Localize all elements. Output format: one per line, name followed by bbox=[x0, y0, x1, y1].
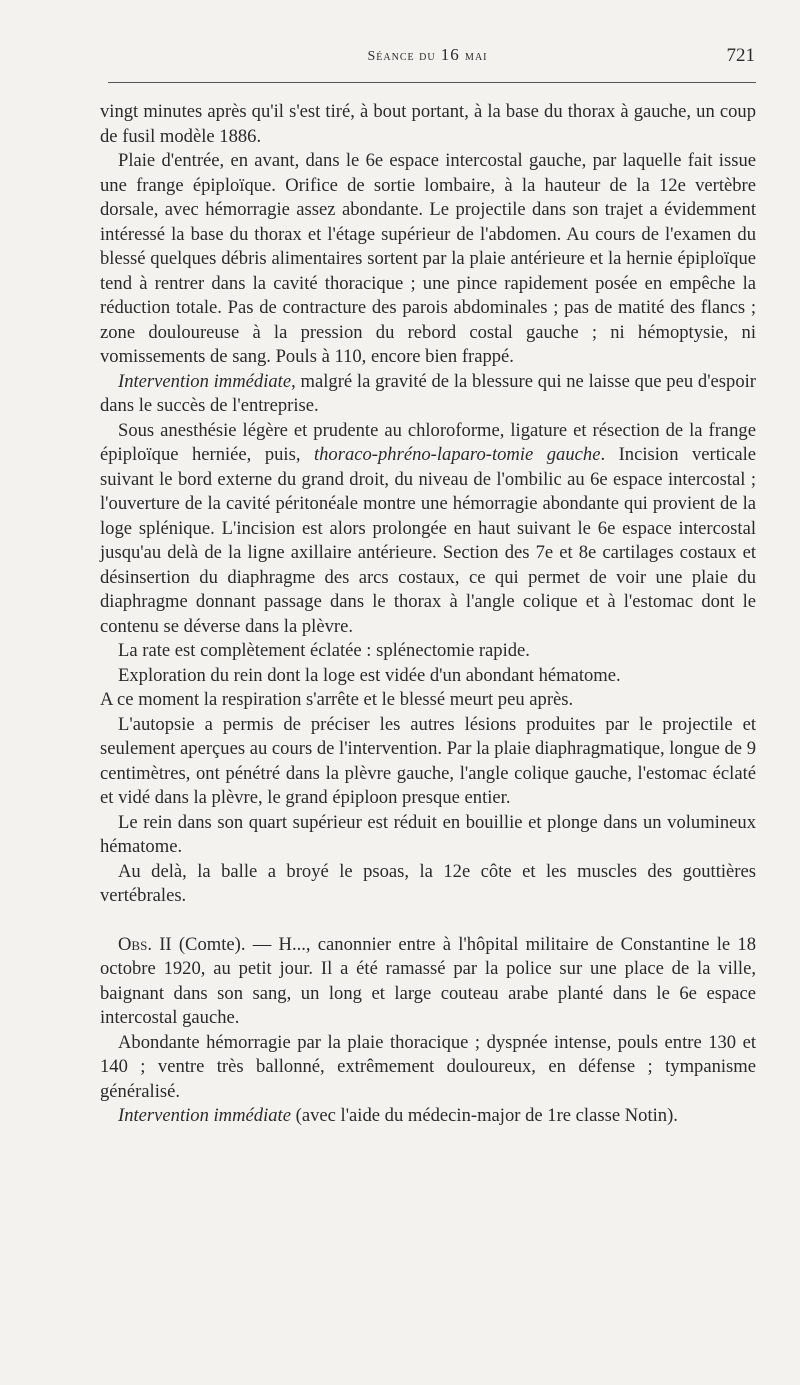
title-number: 16 bbox=[440, 45, 460, 64]
running-head bbox=[100, 40, 755, 74]
paragraph-text: (Comte). — H..., canonnier entre à l'hôpital militaire de Constantine le 18 octobre 1920, au petit jour. Il a été ramassé par la police sur une place de la ville, baignant dans son sang, un long et large couteau arabe planté dans le 6e espace intercostal gauche. bbox=[100, 933, 756, 1028]
paragraph: Le rein dans son quart supérieur est réduit en bouillie et plonge dans un volumineux hématome. bbox=[100, 811, 756, 857]
title-prefix: Séance du bbox=[367, 49, 436, 64]
paragraph bbox=[100, 933, 756, 1031]
paragraph-text: . Incision verticale suivant le bord externe du grand droit, du niveau de l'ombilic au 6e espace intercostal ; l'ouverture de la cavité péritonéale montre une hémorragie abondante qui provient de la loge splénique. L'incision est alors prolongée en haut suivant le 6e espace intercostal jusqu'au delà de la ligne axillaire antérieure. Section des 7e et 8e cartilages costaux et désinsertion du diaphragme des arcs costaux, ce qui permet de voir une plaie du diaphragme donnant passage dans le thorax à l'angle colique et à l'estomac dont le contenu se déverse dans la plèvre. bbox=[100, 444, 756, 637]
obs-lead: Obs. II bbox=[118, 933, 172, 955]
paragraph: Exploration du rein dont la loge est vidée d'un abondant hématome. bbox=[118, 664, 621, 686]
paragraph bbox=[100, 370, 756, 419]
paragraph: L'autopsie a permis de préciser les autres lésions produites par le projectile et seulement aperçues au cours de l'intervention. Par la plaie diaphragmatique, longue de 9 centimètres, ont pénétré dans la plèvre gauche, l'angle colique gauche, l'estomac éclaté et vidé dans la plèvre, le grand épiploon presque entier. bbox=[100, 713, 756, 808]
header-rule bbox=[108, 82, 756, 83]
paragraph: vingt minutes après qu'il s'est tiré, à bout portant, à la base du thorax à gauche, un coup de fusil modèle 1886. bbox=[100, 101, 756, 147]
italic-lead: Intervention immédiate bbox=[118, 370, 292, 392]
paragraph: Au delà, la balle a broyé le psoas, la 12e côte et les muscles des gouttières vertébrales. bbox=[100, 860, 756, 906]
paragraph-text: Sous anesthésie légère et prudente au chloroforme, ligature et résection de la frange épiploïque herniée, puis, bbox=[100, 419, 756, 465]
body-text bbox=[100, 100, 756, 1129]
paragraph: Plaie d'entrée, en avant, dans le 6e espace intercostal gauche, par laquelle fait issue une frange épiploïque. Orifice de sortie lombaire, à la hauteur de la 12e vertèbre dorsale, avec hémorragie assez abondante. Le projectile dans son trajet a évidemment intéressé la base du thorax et l'étage supérieur de l'abdomen. Au cours de l'examen du blessé quelques débris alimentaires sortent par la plaie antérieure et la hernie épiploïque tend à rentrer dans la cavité thoracique ; une pince rapidement posée en empêche la réduction totale. Pas de contracture des parois abdominales ; pas de matité des flancs ; zone douloureuse à la pression du rebord costal gauche ; ni hémoptysie, ni vomissements de sang. Pouls à 110, encore bien frappé. bbox=[100, 150, 756, 367]
paragraph-text: (avec l'aide du médecin-major de 1re classe Notin). bbox=[290, 1105, 678, 1126]
running-title bbox=[100, 45, 755, 65]
paragraph bbox=[100, 1104, 756, 1129]
page-number: 721 bbox=[726, 45, 755, 66]
title-month: mai bbox=[465, 49, 488, 64]
italic-term: thoraco-phréno-laparo-tomie gauche bbox=[313, 444, 601, 465]
paragraph: Abondante hémorragie par la plaie thoracique ; dyspnée intense, pouls entre 130 et 140 ; ventre très ballonné, extrêmement douloureux, en défense ; tympanisme généralisé. bbox=[100, 1031, 756, 1102]
paragraph-text: , malgré la gravité de la blessure qui ne laisse que peu d'espoir dans le succès de l'entreprise. bbox=[100, 370, 756, 416]
paragraph: La rate est complètement éclatée : splénectomie rapide. bbox=[118, 640, 530, 661]
paragraph bbox=[100, 419, 756, 640]
paragraph: A ce moment la respiration s'arrête et le blessé meurt peu après. bbox=[100, 689, 574, 710]
italic-lead: Intervention immédiate bbox=[118, 1105, 291, 1126]
